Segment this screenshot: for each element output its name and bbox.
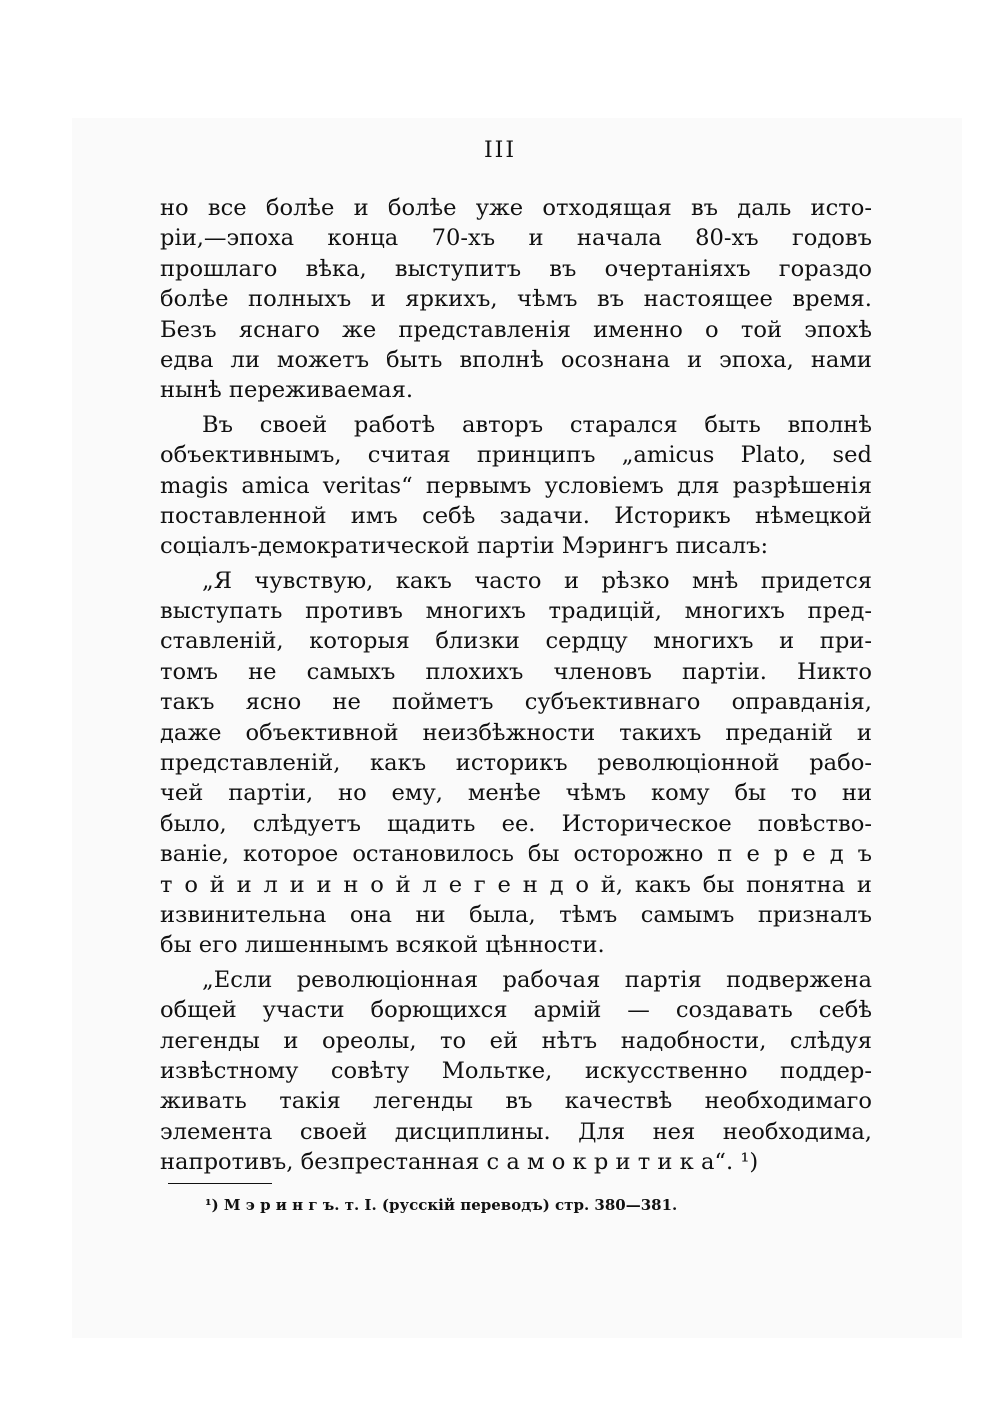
text-line: извинительна она ни была, тѣмъ самымъ призналъ xyxy=(160,901,872,928)
text-line: легенды и ореолы, то ей нѣтъ надобности, слѣдуя xyxy=(160,1027,872,1054)
paragraph xyxy=(160,193,872,406)
text-line: ріи,—эпоха конца 70-хъ и начала 80-хъ годовъ xyxy=(160,225,872,252)
text-line: т о й и л и и н о й л е г е н д о й, какъ бы понятна и xyxy=(160,871,872,898)
text-line: „Если революціонная рабочая партія подвержена xyxy=(202,966,872,993)
body-text xyxy=(160,193,872,1178)
text-line: Безъ яснаго же представленія именно о той эпохѣ xyxy=(160,316,872,343)
text-line: чей партіи, но ему, менѣе чѣмъ кому бы то ни xyxy=(160,780,872,807)
text-line: ваніе, которое остановилось бы осторожно п е р е д ъ xyxy=(160,841,872,868)
text-line: нынѣ переживаемая. xyxy=(160,377,414,404)
text-line: было, слѣдуетъ щадить ее. Историческое повѣство- xyxy=(160,810,872,837)
text-line: извѣстному совѣту Мольтке, искусственно поддер- xyxy=(160,1057,872,1084)
footnote-rule xyxy=(168,1183,272,1184)
text-line: Въ своей работѣ авторъ старался быть вполнѣ xyxy=(202,411,872,438)
text-line: бы его лишеннымъ всякой цѣнности. xyxy=(160,932,605,959)
text-line: общей участи борющихся армій — создавать себѣ xyxy=(160,997,872,1024)
text-line: magis amica veritas“ первымъ условіемъ для разрѣшенія xyxy=(160,472,872,499)
text-line: „Я чувствую, какъ часто и рѣзко мнѣ придется xyxy=(202,567,872,594)
text-line: но все болѣе и болѣе уже отходящая въ даль исто- xyxy=(160,195,872,221)
text-line: прошлаго вѣка, выступитъ въ очертаніяхъ гораздо xyxy=(160,255,872,282)
text-line: напротивъ, безпрестанная с а м о к р и т и к а“. ¹) xyxy=(160,1149,759,1176)
paragraph xyxy=(160,410,872,562)
footnote: ¹) М э р и н г ъ. т. I. (русскій переводъ) стр. 380—381. xyxy=(205,1196,678,1214)
text-line: томъ не самыхъ плохихъ членовъ партіи. Никто xyxy=(160,658,872,685)
paragraph xyxy=(160,566,872,961)
text-line: такъ ясно не пойметъ субъективнаго оправданія, xyxy=(160,689,872,716)
paragraph xyxy=(160,965,872,1178)
text-line: элемента своей дисциплины. Для нея необходима, xyxy=(160,1118,872,1145)
text-line: соціалъ-демократической партіи Мэрингъ писалъ: xyxy=(160,533,769,560)
text-line: едва ли можетъ быть вполнѣ осознана и эпоха, нами xyxy=(160,346,872,373)
text-line: объективнымъ, считая принципъ „amicus Plato, sed xyxy=(160,442,872,469)
page-number: III xyxy=(483,138,517,163)
text-line: даже объективной неизбѣжности такихъ преданій и xyxy=(160,719,872,746)
text-line: болѣе полныхъ и яркихъ, чѣмъ въ настоящее время. xyxy=(160,286,872,313)
text-line: живать такія легенды въ качествѣ необходимаго xyxy=(160,1088,872,1115)
text-line: поставленной имъ себѣ задачи. Историкъ нѣмецкой xyxy=(160,502,872,529)
text-line: представленій, какъ историкъ революціонной рабо- xyxy=(160,750,872,777)
text-line: ставленій, которыя близки сердцу многихъ и при- xyxy=(160,628,872,655)
text-line: выступать противъ многихъ традицій, многихъ пред- xyxy=(160,598,872,625)
